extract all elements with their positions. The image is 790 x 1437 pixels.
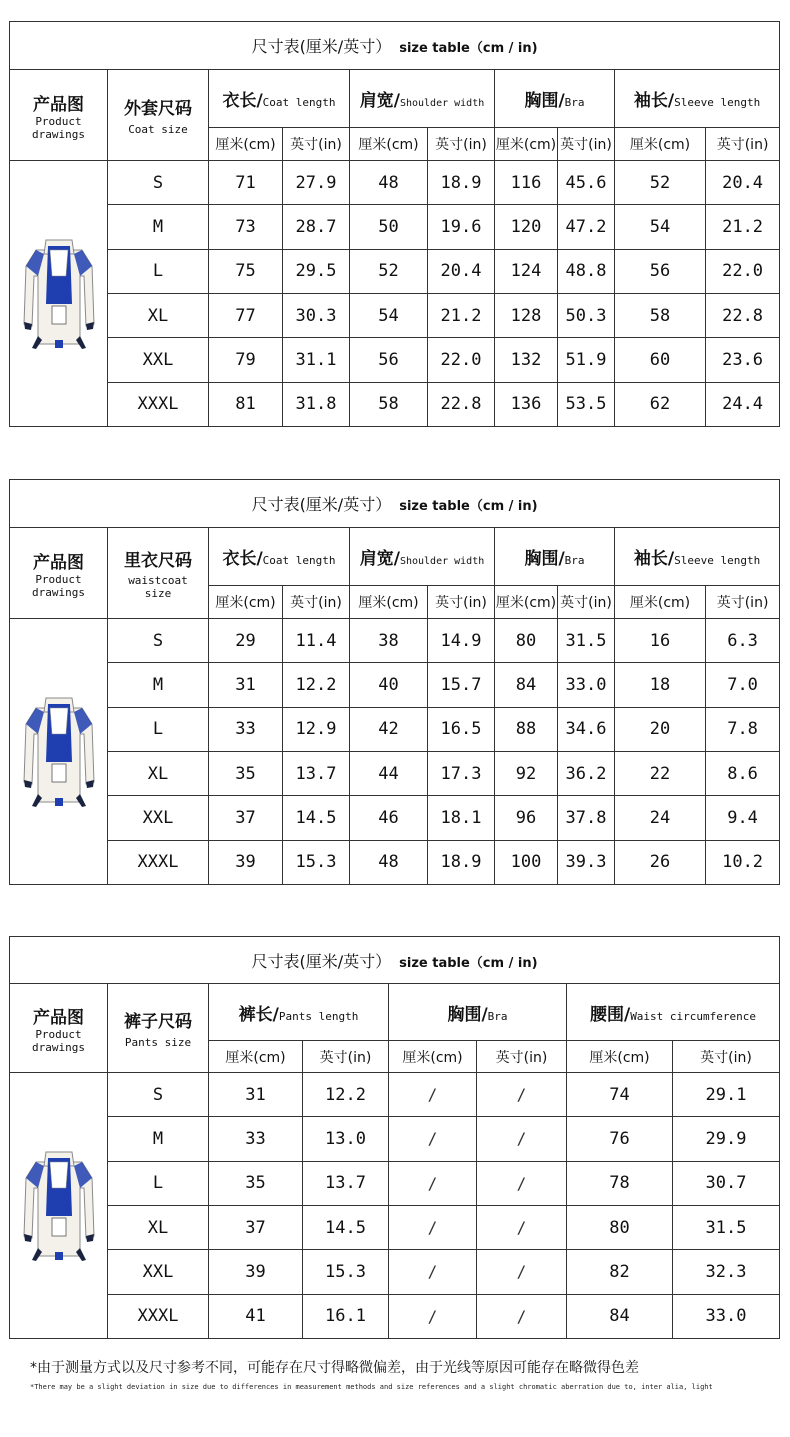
table-row: XXXL 81 31.8 58 22.8 136 53.5 62 24.4	[10, 382, 780, 426]
table-row: L 35 13.7 / / 78 30.7	[10, 1161, 780, 1205]
col-waist: 腰围/Waist circumference	[567, 984, 780, 1041]
waistcoat-size-table	[9, 479, 780, 885]
title-cn: 尺寸表(厘米/英寸）	[251, 37, 392, 56]
product-header-en-1: Product	[35, 572, 82, 586]
title-en: size table（cm / in)	[399, 955, 538, 971]
size-header	[108, 984, 209, 1073]
col-shoulder: 肩宽/Shoulder width	[350, 70, 495, 128]
size-header-en: Pants size	[124, 1036, 192, 1049]
product-image	[10, 161, 108, 427]
col-sleeve: 袖长/Sleeve length	[615, 70, 780, 128]
col-bra: 胸围/Bra	[495, 70, 615, 128]
table-row: XXL 37 14.5 46 18.1 96 37.8 24 9.4	[10, 796, 780, 840]
table-row: XL 37 14.5 / / 80 31.5	[10, 1205, 780, 1249]
jacket-illustration	[22, 694, 96, 810]
size-header	[108, 70, 209, 161]
table-title	[10, 480, 780, 528]
product-header-cn: 产品图	[33, 1007, 84, 1028]
product-header	[10, 984, 108, 1073]
size-header-en-1: waistcoat	[128, 574, 188, 587]
title-cn: 尺寸表(厘米/英寸）	[251, 951, 392, 971]
title-cn: 尺寸表(厘米/英寸）	[251, 495, 392, 514]
unit-row: 厘米(cm) 英寸(in) 厘米(cm) 英寸(in) 厘米(cm) 英寸(in)	[10, 1041, 780, 1073]
jacket-illustration	[22, 1148, 96, 1264]
product-header-en-1: Product	[35, 1027, 82, 1041]
table-row: S 71 27.9 48 18.9 116 45.6 52 20.4	[10, 161, 780, 205]
table-row: M 73 28.7 50 19.6 120 47.2 54 21.2	[10, 205, 780, 249]
size-header-en-2: size	[144, 587, 172, 600]
table-row: S 31 12.2 / / 74 29.1	[10, 1073, 780, 1117]
table-row: XXXL 41 16.1 / / 84 33.0	[10, 1294, 780, 1338]
product-image	[10, 619, 108, 885]
table-row: L 33 12.9 42 16.5 88 34.6 20 7.8	[10, 707, 780, 751]
col-sleeve: 袖长/Sleeve length	[615, 528, 780, 586]
jacket-illustration	[22, 236, 96, 352]
product-header-en-2: drawings	[32, 1040, 85, 1054]
disclaimer-cn: *由于测量方式以及尺寸参考不同，可能存在尺寸得略微偏差，由于光线等原因可能存在略微得色差	[30, 1360, 639, 1376]
product-header-cn: 产品图	[33, 94, 84, 115]
size-header	[108, 528, 209, 619]
table-row: M 33 13.0 / / 76 29.9	[10, 1117, 780, 1161]
col-pants-length: 裤长/Pants length	[209, 984, 389, 1041]
size-header-cn: 外套尺码	[124, 99, 192, 119]
size-header-cn: 里衣尺码	[124, 551, 192, 571]
disclaimer-en: *There may be a slight deviation in size due to differences in measurement methods and size references and a slight chromatic aberration due to, inter alia, light	[30, 1383, 713, 1391]
pants-size-table	[9, 936, 780, 1339]
table-title	[10, 22, 780, 70]
unit-row: 厘米(cm) 英寸(in) 厘米(cm) 英寸(in) 厘米(cm) 英寸(in) 厘米(cm) 英寸(in)	[10, 128, 780, 161]
table-row: XXXL 39 15.3 48 18.9 100 39.3 26 10.2	[10, 840, 780, 884]
table-row: XL 77 30.3 54 21.2 128 50.3 58 22.8	[10, 293, 780, 337]
product-header-en-2: drawings	[32, 127, 85, 141]
product-header-en-1: Product	[35, 114, 82, 128]
col-bra: 胸围/Bra	[495, 528, 615, 586]
table-row: XXL 79 31.1 56 22.0 132 51.9 60 23.6	[10, 338, 780, 382]
title-en: size table（cm / in)	[399, 499, 538, 514]
product-header	[10, 528, 108, 619]
product-header-en-2: drawings	[32, 585, 85, 599]
col-length: 衣长/Coat length	[209, 70, 350, 128]
col-shoulder: 肩宽/Shoulder width	[350, 528, 495, 586]
product-image	[10, 1073, 108, 1339]
product-header-cn: 产品图	[33, 552, 84, 573]
size-header-en: Coat size	[128, 123, 188, 136]
size-header-cn: 裤子尺码	[124, 1012, 192, 1032]
product-header	[10, 70, 108, 161]
col-bra: 胸围/Bra	[389, 984, 567, 1041]
table-row: L 75 29.5 52 20.4 124 48.8 56 22.0	[10, 249, 780, 293]
table-row: S 29 11.4 38 14.9 80 31.5 16 6.3	[10, 619, 780, 663]
unit-row: 厘米(cm) 英寸(in) 厘米(cm) 英寸(in) 厘米(cm) 英寸(in) 厘米(cm) 英寸(in)	[10, 586, 780, 619]
table-row: XL 35 13.7 44 17.3 92 36.2 22 8.6	[10, 751, 780, 795]
table-row: XXL 39 15.3 / / 82 32.3	[10, 1250, 780, 1294]
table-title	[10, 937, 780, 984]
title-en: size table（cm / in)	[399, 41, 538, 56]
coat-size-table	[9, 21, 780, 427]
col-length: 衣长/Coat length	[209, 528, 350, 586]
table-row: M 31 12.2 40 15.7 84 33.0 18 7.0	[10, 663, 780, 707]
